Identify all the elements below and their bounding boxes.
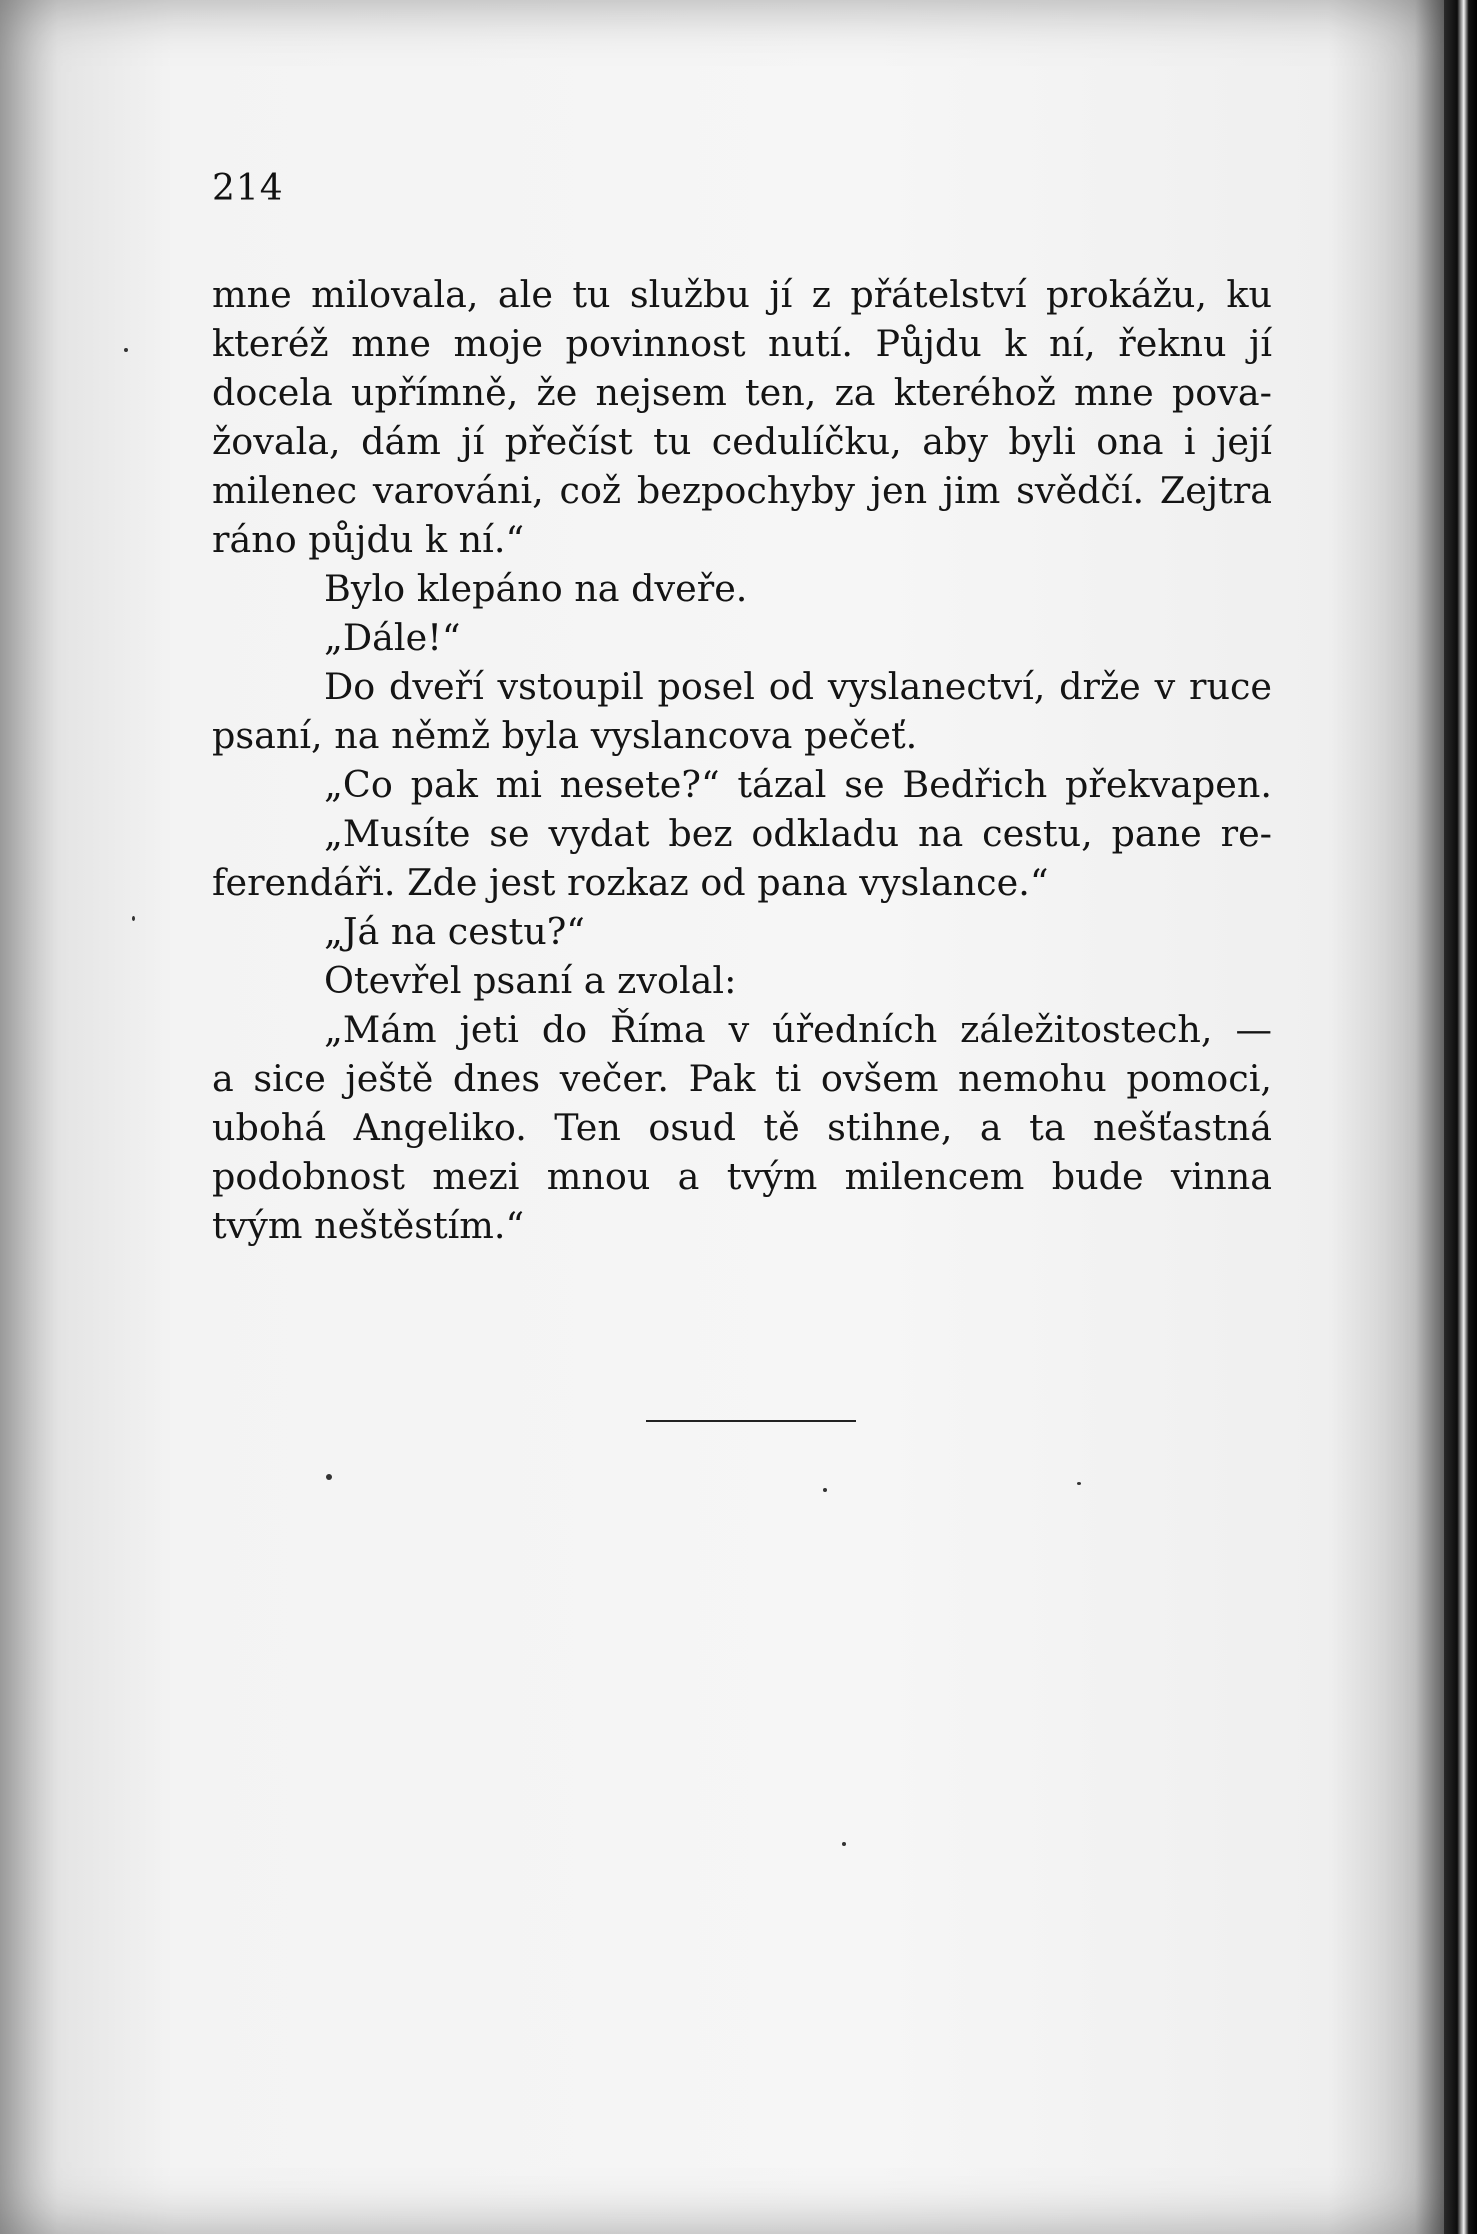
text-line: Do dveří vstoupil posel od vyslanectví, drže v ruce — [324, 665, 1272, 708]
scan-speck — [1077, 1482, 1081, 1485]
text-line: „Co pak mi nesete?“ tázal se Bedřich překvapen. — [324, 763, 1272, 806]
text-line: ubohá Angeliko. Ten osud tě stihne, a ta nešťastná — [212, 1106, 1272, 1149]
text-line: ráno půjdu k ní.“ — [212, 518, 525, 561]
scan-speck — [124, 348, 128, 352]
text-line: psaní, na němž byla vyslancova pečeť. — [212, 714, 918, 757]
scan-speck — [132, 916, 135, 921]
text-line: tvým neštěstím.“ — [212, 1204, 525, 1247]
text-line: Otevřel psaní a zvolal: — [324, 959, 737, 1002]
scan-speck — [326, 1474, 332, 1480]
text-line: „Musíte se vydat bez odkladu na cestu, pane re- — [324, 812, 1272, 855]
text-line: žovala, dám jí přečíst tu cedulíčku, aby byli ona i její — [212, 420, 1272, 463]
section-rule — [646, 1420, 856, 1422]
body-text — [212, 270, 1272, 1250]
text-line: ferendáři. Zde jest rozkaz od pana vyslance.“ — [212, 861, 1049, 904]
text-line: milenec varováni, což bezpochyby jen jim svědčí. Zejtra — [212, 469, 1272, 512]
text-line: Bylo klepáno na dveře. — [324, 567, 748, 610]
page-number: 214 — [212, 168, 284, 209]
text-line: „Mám jeti do Říma v úředních záležitostech, — — [324, 1008, 1272, 1051]
text-line: kteréž mne moje povinnost nutí. Půjdu k ní, řeknu jí — [212, 322, 1272, 365]
text-line: mne milovala, ale tu službu jí z přátelství prokážu, ku — [212, 273, 1272, 316]
text-line: „Dále!“ — [324, 616, 461, 659]
text-line: docela upřímně, že nejsem ten, za kteréhož mne pova- — [212, 371, 1272, 414]
text-line: a sice ještě dnes večer. Pak ti ovšem nemohu pomoci, — [212, 1057, 1272, 1100]
text-line: podobnost mezi mnou a tvým milencem bude vinna — [212, 1155, 1272, 1198]
book-edge — [1444, 0, 1477, 2234]
scan-speck — [823, 1488, 827, 1492]
text-line: „Já na cestu?“ — [324, 910, 585, 953]
scan-speck — [842, 1842, 846, 1846]
